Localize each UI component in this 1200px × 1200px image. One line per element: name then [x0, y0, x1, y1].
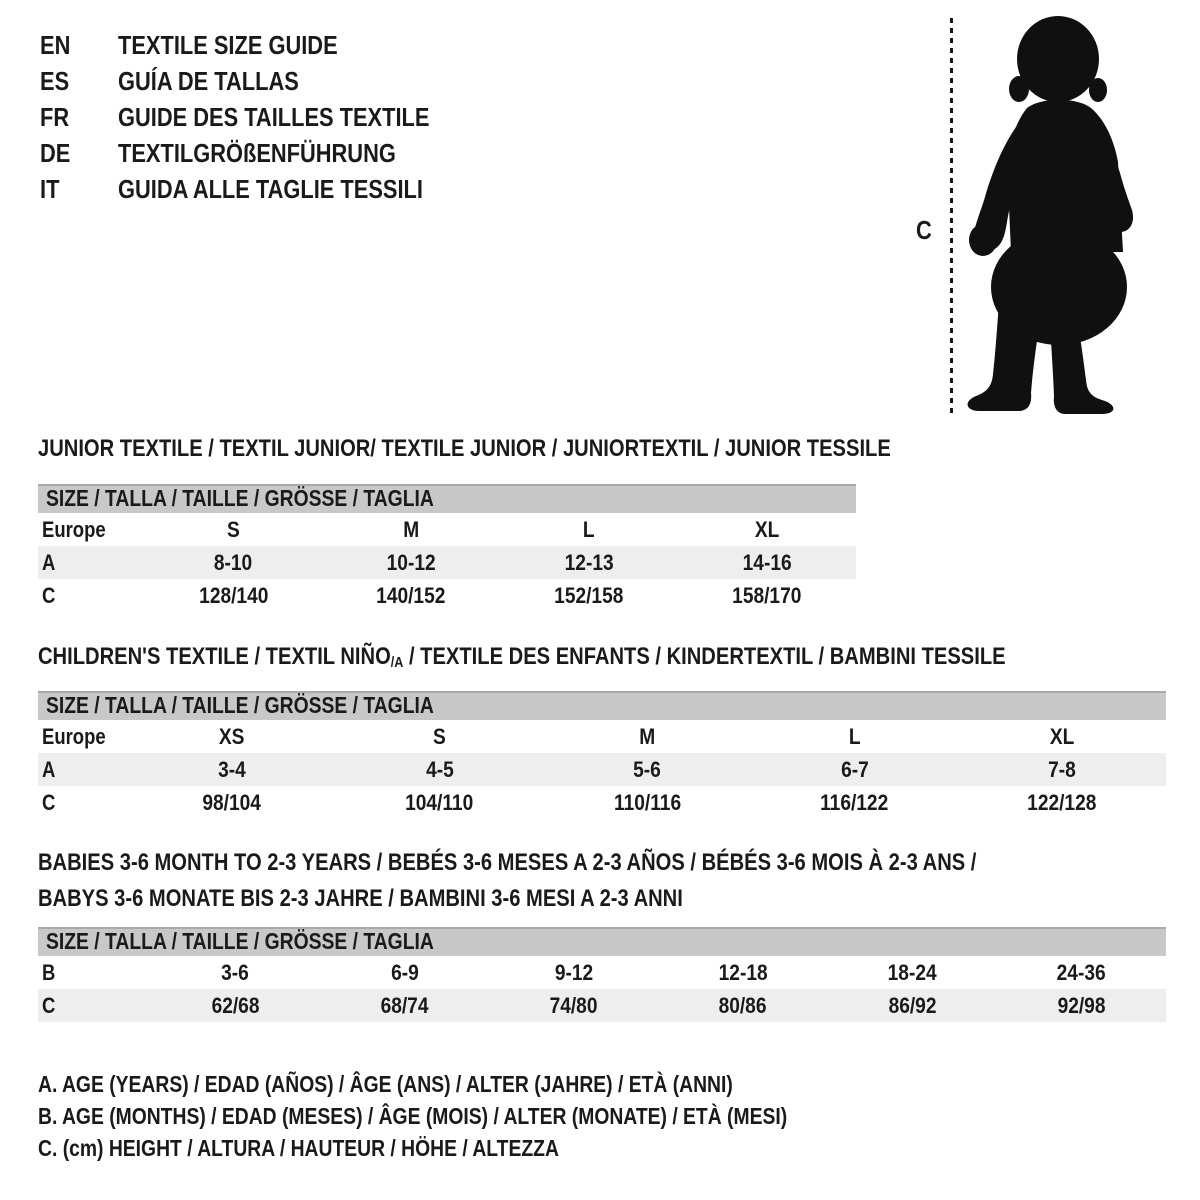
- size-value: 128/140: [198, 582, 268, 608]
- table-row: [38, 786, 1166, 819]
- babies-table-title: [38, 845, 1155, 917]
- row-label: A: [42, 549, 56, 575]
- toddler-silhouette-icon: [965, 12, 1165, 422]
- children-table-title: CHILDREN'S TEXTILE / TEXTIL $NIÑO_{/A}$ / TEXTILE DES ENFANTS / KINDERTEXTIL / BAMBINI TESSILE: [38, 643, 1006, 671]
- size-value: 5-6: [633, 756, 661, 782]
- height-measure-dashed-line: [950, 18, 953, 418]
- language-row: [40, 135, 489, 171]
- language-row: [40, 99, 489, 135]
- measurement-legend: [38, 1068, 930, 1164]
- size-value: 6-9: [390, 959, 419, 985]
- language-code: DE: [40, 137, 71, 168]
- language-guide-title: GUÍA DE TALLAS: [118, 65, 299, 96]
- size-value: 3-4: [218, 756, 246, 782]
- table-row: [38, 579, 856, 612]
- size-value: 86/92: [888, 992, 937, 1018]
- language-guide-title: GUIDA ALLE TAGLIE TESSILI: [118, 173, 423, 204]
- language-row: [40, 63, 489, 99]
- size-value: 98/104: [202, 789, 262, 815]
- size-value: M: [639, 723, 656, 749]
- size-value: 74/80: [549, 992, 598, 1018]
- size-value: 62/68: [211, 992, 260, 1018]
- table-header-row: [38, 484, 856, 513]
- table-row: [38, 989, 1166, 1022]
- size-value: 9-12: [554, 959, 593, 985]
- row-label: C: [42, 992, 56, 1018]
- size-value: XS: [219, 723, 245, 749]
- size-value: 140/152: [376, 582, 446, 608]
- size-value: 18-24: [887, 959, 937, 985]
- table-row: [38, 753, 1166, 786]
- size-value: 24-36: [1056, 959, 1106, 985]
- legend-line-a: A. AGE (YEARS) / EDAD (AÑOS) / ÂGE (ANS) / ALTER (JAHRE) / ETÀ (ANNI): [38, 1070, 733, 1097]
- size-value: 12-18: [718, 959, 768, 985]
- height-measure-label: C: [916, 215, 932, 245]
- babies-title-line1: BABIES 3-6 MONTH TO 2-3 YEARS / BEBÉS 3-6 MESES A 2-3 AÑOS / BÉBÉS 3-6 MOIS À 2-3 ANS /: [38, 849, 977, 876]
- size-value: XL: [1049, 723, 1075, 749]
- table-row: [38, 956, 1166, 989]
- size-value: 10-12: [386, 549, 436, 575]
- size-value: 4-5: [425, 756, 454, 782]
- children-size-table: [38, 691, 1166, 819]
- junior-table-title: JUNIOR TEXTILE / TEXTIL JUNIOR/ TEXTILE JUNIOR / JUNIORTEXTIL / JUNIOR TESSILE: [38, 435, 891, 462]
- size-header-label: SIZE / TALLA / TAILLE / GRÖSSE / TAGLIA: [46, 485, 434, 511]
- nino-a-subscript: /A: [390, 654, 404, 671]
- size-value: XL: [754, 516, 780, 542]
- language-code: EN: [40, 29, 71, 60]
- language-code: FR: [40, 101, 70, 132]
- size-value: 158/170: [732, 582, 802, 608]
- legend-line-c: C. (cm) HEIGHT / ALTURA / HAUTEUR / HÖHE / ALTEZZA: [38, 1134, 559, 1161]
- table-header-row: [38, 691, 1166, 720]
- table-row: [38, 546, 856, 579]
- size-value: 80/86: [719, 992, 767, 1018]
- language-row: [40, 171, 489, 207]
- language-guide-title: TEXTILGRÖßENFÜHRUNG: [118, 137, 396, 168]
- size-value: 14-16: [742, 549, 792, 575]
- table-row: [38, 513, 856, 546]
- row-label: Europe: [42, 516, 106, 542]
- language-row: [40, 27, 489, 63]
- size-value: 12-13: [564, 549, 614, 575]
- row-label: Europe: [42, 723, 106, 749]
- size-value: S: [433, 723, 446, 749]
- junior-size-table: [38, 484, 856, 612]
- language-guide-title: GUIDE DES TAILLES TEXTILE: [118, 101, 430, 132]
- size-value: 122/128: [1027, 789, 1097, 815]
- size-value: 8-10: [214, 549, 253, 575]
- table-header-row: [38, 927, 1166, 956]
- size-value: 110/116: [613, 789, 681, 815]
- row-label: A: [42, 756, 56, 782]
- legend-line-b: B. AGE (MONTHS) / EDAD (MESES) / ÂGE (MOIS) / ALTER (MONATE) / ETÀ (MESI): [38, 1102, 788, 1129]
- size-value: 7-8: [1048, 756, 1077, 782]
- size-value: 3-6: [221, 959, 250, 985]
- size-header-label: SIZE / TALLA / TAILLE / GRÖSSE / TAGLIA: [46, 692, 434, 718]
- babies-size-table: [38, 927, 1166, 1022]
- size-value: 104/110: [405, 789, 474, 815]
- size-value: 68/74: [380, 992, 429, 1018]
- size-value: 92/98: [1057, 992, 1106, 1018]
- row-label: C: [42, 582, 56, 608]
- babies-title-line2: BABYS 3-6 MONATE BIS 2-3 JAHRE / BAMBINI 3-6 MESI A 2-3 ANNI: [38, 885, 683, 912]
- language-guide-title: TEXTILE SIZE GUIDE: [118, 29, 338, 60]
- row-label: B: [42, 959, 56, 985]
- size-value: M: [403, 516, 420, 542]
- size-value: S: [226, 516, 240, 542]
- language-list: [40, 27, 489, 207]
- row-label: C: [42, 789, 56, 815]
- size-value: 152/158: [554, 582, 624, 608]
- size-value: L: [583, 516, 595, 542]
- language-code: IT: [40, 173, 60, 204]
- language-code: ES: [40, 65, 70, 96]
- table-row: [38, 720, 1166, 753]
- size-value: 6-7: [840, 756, 869, 782]
- size-header-label: SIZE / TALLA / TAILLE / GRÖSSE / TAGLIA: [46, 928, 434, 954]
- size-value: 116/122: [820, 789, 889, 815]
- size-value: L: [848, 723, 861, 749]
